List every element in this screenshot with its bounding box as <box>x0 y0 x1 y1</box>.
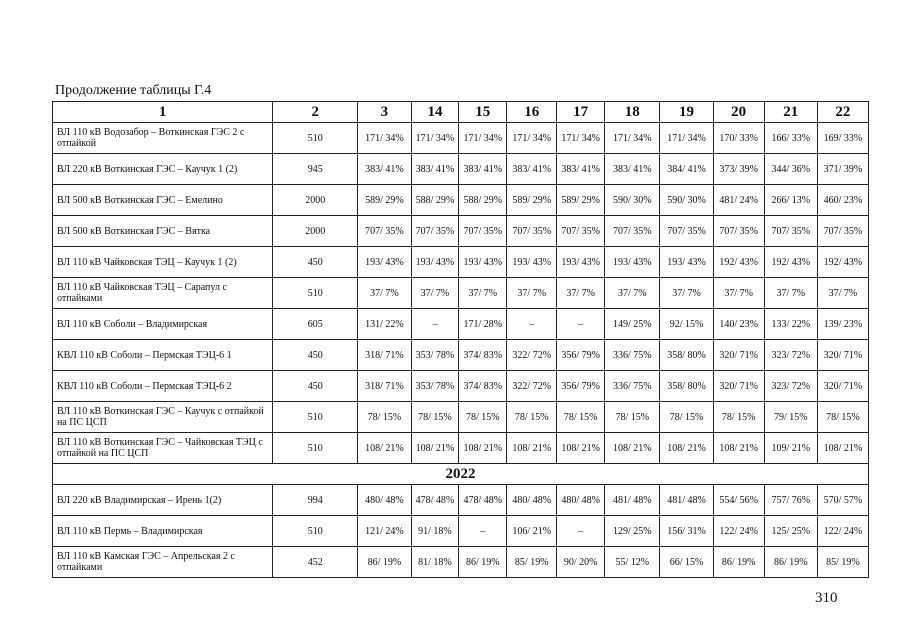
value-cell: 139/ 23% <box>817 309 868 340</box>
value-cell: 605 <box>273 309 358 340</box>
value-cell: 192/ 43% <box>817 247 868 278</box>
data-table <box>52 101 869 578</box>
line-name-cell: ВЛ 220 кВ Владимирская – Ирень 1(2) <box>53 485 273 516</box>
line-name-cell: ВЛ 110 кВ Водозабор – Воткинская ГЭС 2 с отпайкой <box>53 123 273 154</box>
value-cell: 86/ 19% <box>764 547 817 578</box>
value-cell: 85/ 19% <box>817 547 868 578</box>
value-cell: 323/ 72% <box>764 371 817 402</box>
value-cell: 460/ 23% <box>817 185 868 216</box>
value-cell: 383/ 41% <box>411 154 459 185</box>
value-cell: 510 <box>273 278 358 309</box>
value-cell: 78/ 15% <box>605 402 660 433</box>
value-cell: 108/ 21% <box>817 433 868 464</box>
table-caption: Продолжение таблицы Г.4 <box>55 83 212 98</box>
value-cell: 193/ 43% <box>605 247 660 278</box>
value-cell: 37/ 7% <box>411 278 459 309</box>
value-cell: 358/ 80% <box>660 371 713 402</box>
value-cell: 480/ 48% <box>507 485 557 516</box>
value-cell: 122/ 24% <box>817 516 868 547</box>
value-cell: 55/ 12% <box>605 547 660 578</box>
header-cell: 15 <box>459 102 507 123</box>
value-cell: 374/ 83% <box>459 371 507 402</box>
value-cell: – <box>459 516 507 547</box>
table-body <box>53 123 869 464</box>
value-cell: 707/ 35% <box>660 216 713 247</box>
value-cell: 452 <box>273 547 358 578</box>
value-cell: 510 <box>273 433 358 464</box>
value-cell: 510 <box>273 516 358 547</box>
value-cell: 78/ 15% <box>713 402 764 433</box>
value-cell: 320/ 71% <box>817 340 868 371</box>
value-cell: 171/ 28% <box>459 309 507 340</box>
value-cell: 480/ 48% <box>557 485 605 516</box>
value-cell: 108/ 21% <box>713 433 764 464</box>
line-name-cell: ВЛ 110 кВ Воткинская ГЭС – Каучук с отпайкой на ПС ЦСП <box>53 402 273 433</box>
value-cell: 481/ 48% <box>660 485 713 516</box>
value-cell: 318/ 71% <box>358 371 411 402</box>
value-cell: 109/ 21% <box>764 433 817 464</box>
table-row <box>53 371 869 402</box>
value-cell: 171/ 34% <box>660 123 713 154</box>
value-cell: 481/ 24% <box>713 185 764 216</box>
value-cell: 554/ 56% <box>713 485 764 516</box>
value-cell: 371/ 39% <box>817 154 868 185</box>
value-cell: 86/ 19% <box>459 547 507 578</box>
header-cell: 17 <box>557 102 605 123</box>
value-cell: 2000 <box>273 216 358 247</box>
value-cell: 480/ 48% <box>358 485 411 516</box>
value-cell: 320/ 71% <box>713 340 764 371</box>
value-cell: 193/ 43% <box>411 247 459 278</box>
value-cell: 85/ 19% <box>507 547 557 578</box>
value-cell: 121/ 24% <box>358 516 411 547</box>
value-cell: 383/ 41% <box>605 154 660 185</box>
header-cell: 20 <box>713 102 764 123</box>
value-cell: 37/ 7% <box>817 278 868 309</box>
header-cell: 22 <box>817 102 868 123</box>
value-cell: 336/ 75% <box>605 371 660 402</box>
value-cell: 266/ 13% <box>764 185 817 216</box>
table-row <box>53 402 869 433</box>
value-cell: 66/ 15% <box>660 547 713 578</box>
value-cell: 383/ 41% <box>557 154 605 185</box>
value-cell: 590/ 30% <box>660 185 713 216</box>
table-row <box>53 278 869 309</box>
value-cell: 336/ 75% <box>605 340 660 371</box>
value-cell: 318/ 71% <box>358 340 411 371</box>
value-cell: 994 <box>273 485 358 516</box>
value-cell: 166/ 33% <box>764 123 817 154</box>
value-cell: 707/ 35% <box>557 216 605 247</box>
value-cell: 129/ 25% <box>605 516 660 547</box>
value-cell: 78/ 15% <box>507 402 557 433</box>
value-cell: 171/ 34% <box>605 123 660 154</box>
value-cell: 707/ 35% <box>411 216 459 247</box>
value-cell: 149/ 25% <box>605 309 660 340</box>
line-name-cell: ВЛ 110 кВ Камская ГЭС – Апрельская 2 с отпайками <box>53 547 273 578</box>
table-row <box>53 154 869 185</box>
value-cell: 37/ 7% <box>459 278 507 309</box>
section-label: 2022 <box>53 464 869 485</box>
value-cell: 108/ 21% <box>507 433 557 464</box>
value-cell: 192/ 43% <box>713 247 764 278</box>
table-row <box>53 123 869 154</box>
value-cell: 37/ 7% <box>660 278 713 309</box>
value-cell: 356/ 79% <box>557 371 605 402</box>
line-name-cell: ВЛ 110 кВ Соболи – Владимирская <box>53 309 273 340</box>
value-cell: 78/ 15% <box>557 402 605 433</box>
value-cell: 37/ 7% <box>713 278 764 309</box>
table-row <box>53 340 869 371</box>
value-cell: 37/ 7% <box>764 278 817 309</box>
value-cell: 79/ 15% <box>764 402 817 433</box>
table-row <box>53 216 869 247</box>
table-row <box>53 247 869 278</box>
value-cell: 91/ 18% <box>411 516 459 547</box>
value-cell: 193/ 43% <box>557 247 605 278</box>
value-cell: 588/ 29% <box>459 185 507 216</box>
value-cell: 590/ 30% <box>605 185 660 216</box>
value-cell: 193/ 43% <box>507 247 557 278</box>
value-cell: 106/ 21% <box>507 516 557 547</box>
value-cell: 193/ 43% <box>459 247 507 278</box>
value-cell: 589/ 29% <box>358 185 411 216</box>
value-cell: 510 <box>273 402 358 433</box>
value-cell: 108/ 21% <box>557 433 605 464</box>
value-cell: 171/ 34% <box>459 123 507 154</box>
value-cell: 356/ 79% <box>557 340 605 371</box>
header-cell: 21 <box>764 102 817 123</box>
value-cell: 322/ 72% <box>507 371 557 402</box>
value-cell: 481/ 48% <box>605 485 660 516</box>
value-cell: 707/ 35% <box>817 216 868 247</box>
value-cell: 707/ 35% <box>358 216 411 247</box>
value-cell: 78/ 15% <box>411 402 459 433</box>
value-cell: 707/ 35% <box>459 216 507 247</box>
value-cell: 192/ 43% <box>764 247 817 278</box>
table-row <box>53 309 869 340</box>
value-cell: 37/ 7% <box>557 278 605 309</box>
value-cell: 171/ 34% <box>358 123 411 154</box>
header-cell: 19 <box>660 102 713 123</box>
value-cell: 757/ 76% <box>764 485 817 516</box>
value-cell: 133/ 22% <box>764 309 817 340</box>
header-cell: 14 <box>411 102 459 123</box>
value-cell: 86/ 19% <box>713 547 764 578</box>
line-name-cell: ВЛ 110 кВ Чайковская ТЭЦ – Сарапул с отпайками <box>53 278 273 309</box>
line-name-cell: ВЛ 110 кВ Чайковская ТЭЦ – Каучук 1 (2) <box>53 247 273 278</box>
table-row <box>53 485 869 516</box>
value-cell: 108/ 21% <box>459 433 507 464</box>
value-cell: 373/ 39% <box>713 154 764 185</box>
value-cell: 383/ 41% <box>358 154 411 185</box>
value-cell: – <box>411 309 459 340</box>
value-cell: 707/ 35% <box>764 216 817 247</box>
value-cell: 125/ 25% <box>764 516 817 547</box>
line-name-cell: ВЛ 110 кВ Пермь – Владимирская <box>53 516 273 547</box>
value-cell: 108/ 21% <box>358 433 411 464</box>
page-number: 310 <box>815 590 838 606</box>
value-cell: 78/ 15% <box>660 402 713 433</box>
value-cell: 707/ 35% <box>507 216 557 247</box>
header-cell: 3 <box>358 102 411 123</box>
value-cell: 171/ 34% <box>507 123 557 154</box>
value-cell: 108/ 21% <box>605 433 660 464</box>
table-row <box>53 433 869 464</box>
table-row <box>53 516 869 547</box>
value-cell: 2000 <box>273 185 358 216</box>
value-cell: 383/ 41% <box>459 154 507 185</box>
value-cell: 323/ 72% <box>764 340 817 371</box>
value-cell: 140/ 23% <box>713 309 764 340</box>
value-cell: 78/ 15% <box>817 402 868 433</box>
value-cell: 86/ 19% <box>358 547 411 578</box>
value-cell: 171/ 34% <box>557 123 605 154</box>
table-row <box>53 185 869 216</box>
value-cell: 383/ 41% <box>507 154 557 185</box>
value-cell: 374/ 83% <box>459 340 507 371</box>
value-cell: 81/ 18% <box>411 547 459 578</box>
line-name-cell: ВЛ 500 кВ Воткинская ГЭС – Емелино <box>53 185 273 216</box>
value-cell: 37/ 7% <box>507 278 557 309</box>
value-cell: 589/ 29% <box>507 185 557 216</box>
value-cell: 37/ 7% <box>605 278 660 309</box>
value-cell: 478/ 48% <box>411 485 459 516</box>
value-cell: 358/ 80% <box>660 340 713 371</box>
value-cell: 353/ 78% <box>411 371 459 402</box>
value-cell: 384/ 41% <box>660 154 713 185</box>
value-cell: 156/ 31% <box>660 516 713 547</box>
line-name-cell: ВЛ 110 кВ Воткинская ГЭС – Чайковская ТЭЦ с отпайкой на ПС ЦСП <box>53 433 273 464</box>
line-name-cell: ВЛ 500 кВ Воткинская ГЭС – Вятка <box>53 216 273 247</box>
header-cell: 2 <box>273 102 358 123</box>
value-cell: – <box>557 516 605 547</box>
value-cell: 108/ 21% <box>660 433 713 464</box>
value-cell: 122/ 24% <box>713 516 764 547</box>
value-cell: 92/ 15% <box>660 309 713 340</box>
value-cell: 131/ 22% <box>358 309 411 340</box>
value-cell: 450 <box>273 340 358 371</box>
table-body-2022 <box>53 485 869 578</box>
value-cell: 322/ 72% <box>507 340 557 371</box>
value-cell: 353/ 78% <box>411 340 459 371</box>
value-cell: 450 <box>273 247 358 278</box>
value-cell: 510 <box>273 123 358 154</box>
table-row <box>53 547 869 578</box>
value-cell: 478/ 48% <box>459 485 507 516</box>
line-name-cell: ВЛ 220 кВ Воткинская ГЭС – Каучук 1 (2) <box>53 154 273 185</box>
header-cell: 18 <box>605 102 660 123</box>
line-name-cell: КВЛ 110 кВ Соболи – Пермская ТЭЦ-6 1 <box>53 340 273 371</box>
line-name-cell: КВЛ 110 кВ Соболи – Пермская ТЭЦ-6 2 <box>53 371 273 402</box>
value-cell: 570/ 57% <box>817 485 868 516</box>
value-cell: 170/ 33% <box>713 123 764 154</box>
section-row-2022 <box>53 464 869 485</box>
value-cell: 108/ 21% <box>411 433 459 464</box>
value-cell: 193/ 43% <box>660 247 713 278</box>
value-cell: 78/ 15% <box>358 402 411 433</box>
value-cell: 78/ 15% <box>459 402 507 433</box>
value-cell: 193/ 43% <box>358 247 411 278</box>
value-cell: 320/ 71% <box>817 371 868 402</box>
value-cell: 945 <box>273 154 358 185</box>
value-cell: 169/ 33% <box>817 123 868 154</box>
header-cell: 1 <box>53 102 273 123</box>
value-cell: 320/ 71% <box>713 371 764 402</box>
value-cell: 707/ 35% <box>605 216 660 247</box>
value-cell: 588/ 29% <box>411 185 459 216</box>
value-cell: – <box>557 309 605 340</box>
value-cell: 37/ 7% <box>358 278 411 309</box>
value-cell: 450 <box>273 371 358 402</box>
header-cell: 16 <box>507 102 557 123</box>
value-cell: 171/ 34% <box>411 123 459 154</box>
value-cell: 707/ 35% <box>713 216 764 247</box>
value-cell: 589/ 29% <box>557 185 605 216</box>
value-cell: – <box>507 309 557 340</box>
value-cell: 344/ 36% <box>764 154 817 185</box>
header-row <box>53 102 869 123</box>
value-cell: 90/ 20% <box>557 547 605 578</box>
